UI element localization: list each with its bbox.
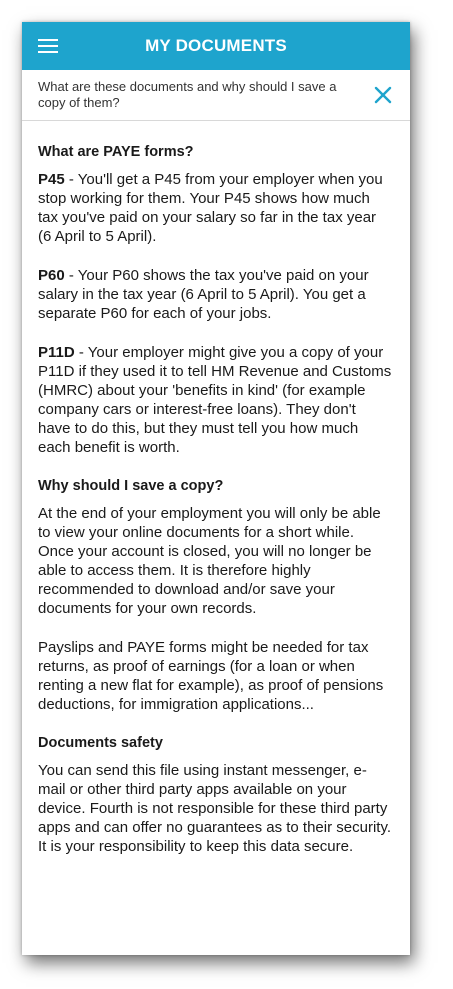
p60-term: P60: [38, 267, 65, 284]
documents-safety-heading: Documents safety: [38, 735, 163, 751]
phone-screen: [22, 22, 410, 955]
info-banner: [22, 70, 410, 121]
p60-paragraph: [38, 266, 392, 323]
p45-term: P45: [38, 171, 65, 188]
p45-paragraph: [38, 170, 392, 246]
why-save-heading: Why should I save a copy?: [38, 478, 224, 494]
documents-safety-paragraph: You can send this file using instant messenger, e-mail or other third party apps available on your device. Fourth is not responsible for these third party apps and can offer no guarantees as to their security. It is your responsibility to keep this data secure.: [38, 762, 391, 855]
p45-text: - You'll get a P45 from your employer when you stop working for them. Your P45 shows how much tax you've paid on your salary so far in the tax year (6 April to 5 April).: [38, 171, 383, 245]
p11d-text: - Your employer might give you a copy of your P11D if they used it to tell HM Revenue and Customs (HMRC) about your 'benefits in kind' (for example company cars or interest-free loans). They don't have to do this, but they must tell you how much each benefit is worth.: [38, 344, 392, 456]
why-save-paragraph-1: At the end of your employment you will only be able to view your online documents for a short while. Once your account is closed, you will no longer be able to access them. It is therefore highly recommended to download and/or save your documents for your own records.: [38, 505, 381, 617]
info-banner-text: What are these documents and why should I save a copy of them?: [38, 79, 337, 110]
app-bar: [22, 22, 410, 70]
why-save-paragraph-2: Payslips and PAYE forms might be needed for tax returns, as proof of earnings (for a loan or when renting a new flat for example), as proof of pensions deductions, for immigration applications...: [38, 639, 384, 713]
paye-heading: What are PAYE forms?: [38, 144, 194, 160]
page-title: MY DOCUMENTS: [145, 36, 287, 55]
close-icon[interactable]: [372, 84, 394, 106]
p11d-term: P11D: [38, 344, 75, 361]
document-info-content: [22, 121, 410, 856]
p60-text: - Your P60 shows the tax you've paid on your salary in the tax year (6 April to 5 April). You get a separate P60 for each of your jobs.: [38, 267, 369, 322]
p11d-paragraph: [38, 343, 392, 457]
